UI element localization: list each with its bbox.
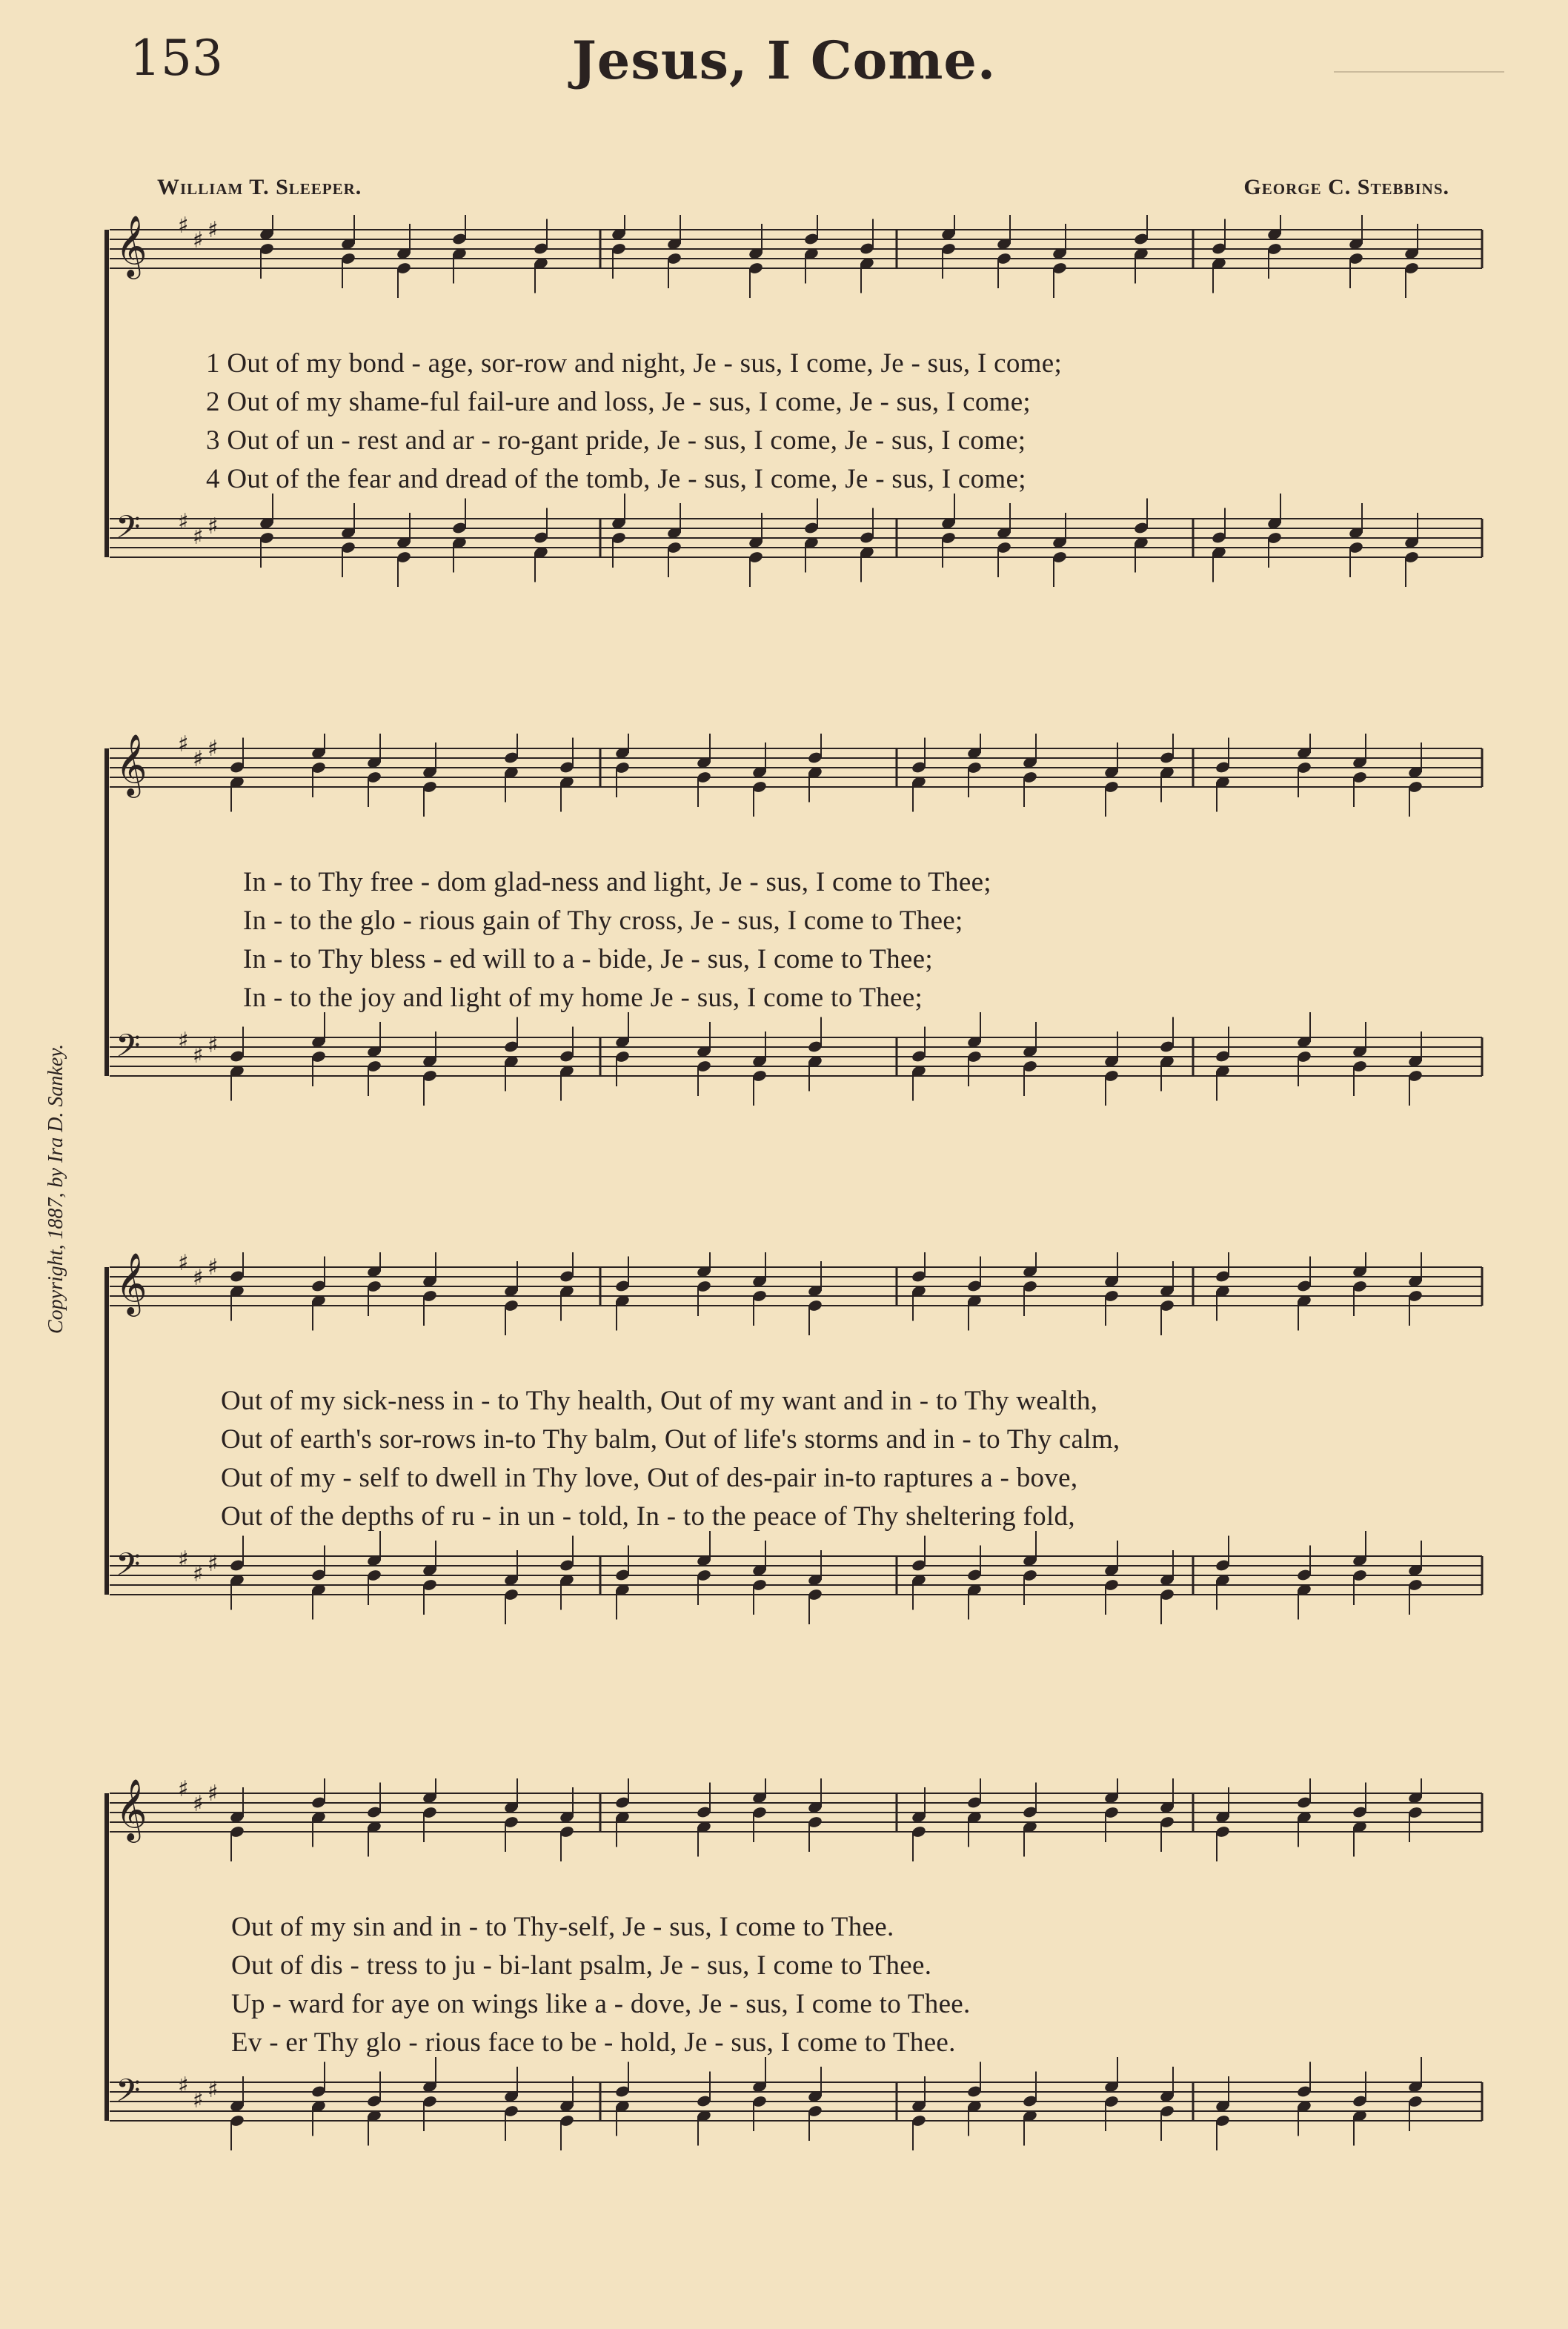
svg-text:𝄞: 𝄞 — [116, 215, 147, 276]
svg-text:♯: ♯ — [178, 734, 189, 757]
svg-text:♯: ♯ — [193, 2087, 204, 2113]
svg-text:𝄞: 𝄞 — [116, 734, 147, 795]
composer-credit: George C. Stebbins. — [1243, 175, 1449, 199]
svg-text:♯: ♯ — [178, 1778, 189, 1802]
lyric-verse-line: Up - ward for aye on wings like a - dove, Je - sus, I come to Thee. — [231, 1989, 971, 2019]
svg-text:♯: ♯ — [178, 215, 189, 239]
lyric-verse-line: Out of earth's sor-rows in-to Thy balm, Out of life's storms and in - to Thy calm, — [221, 1424, 1120, 1455]
svg-text:♯: ♯ — [178, 1028, 189, 1054]
lyric-verse-line: Ev - er Thy glo - rious face to be - hold, Je - sus, I come to Thee. — [231, 2027, 956, 2058]
svg-text:♯: ♯ — [207, 514, 219, 539]
svg-text:♯: ♯ — [178, 2073, 189, 2099]
svg-text:♯: ♯ — [193, 746, 204, 772]
lyric-verse-line: Out of my sick-ness in - to Thy health, Out of my want and in - to Thy wealth, — [221, 1386, 1098, 1416]
lyrics-block — [96, 345, 1489, 499]
lyric-verse-line: Out of the depths of ru - in un - told, In - to the peace of Thy sheltering fold, — [221, 1501, 1075, 1532]
lyric-verse-line: In - to the joy and light of my home Je - sus, I come to Thee; — [243, 983, 923, 1013]
lyrics-block — [96, 863, 1489, 1017]
lyric-verse-line: Out of my - self to dwell in Thy love, Out of des-pair in-to raptures a - bove, — [221, 1463, 1078, 1493]
svg-text:𝄢: 𝄢 — [116, 1028, 141, 1072]
svg-text:♯: ♯ — [207, 1255, 219, 1280]
svg-text:𝄞: 𝄞 — [116, 1252, 147, 1314]
svg-text:𝄞: 𝄞 — [116, 1778, 147, 1840]
lyricist-credit: William T. Sleeper. — [157, 175, 362, 199]
svg-text:♯: ♯ — [178, 1546, 189, 1572]
svg-text:♯: ♯ — [178, 509, 189, 535]
lyric-verse-line: 3 Out of un - rest and ar - ro-gant pride, Je - sus, I come, Je - sus, I come; — [206, 425, 1026, 456]
show-through-mark — [1334, 71, 1504, 73]
svg-text:♯: ♯ — [178, 1252, 189, 1276]
lyric-verse-line: In - to Thy free - dom glad-ness and light, Je - sus, I come to Thee; — [243, 867, 991, 897]
svg-text:♯: ♯ — [193, 227, 204, 253]
svg-text:𝄢: 𝄢 — [116, 2073, 141, 2117]
svg-text:♯: ♯ — [207, 1781, 219, 1807]
svg-text:♯: ♯ — [207, 1032, 219, 1058]
svg-text:♯: ♯ — [207, 217, 219, 243]
svg-text:♯: ♯ — [193, 1561, 204, 1587]
music-system-4 — [96, 1778, 1489, 2193]
lyric-verse-line: In - to Thy bless - ed will to a - bide, Je - sus, I come to Thee; — [243, 944, 933, 974]
lyrics-block — [96, 1382, 1489, 1536]
svg-text:𝄢: 𝄢 — [116, 1546, 141, 1591]
lyric-verse-line: Out of dis - tress to ju - bi-lant psalm, Je - sus, I come to Thee. — [231, 1950, 932, 1981]
svg-text:♯: ♯ — [193, 1791, 204, 1817]
hymn-number: 153 — [130, 30, 223, 87]
svg-text:♯: ♯ — [207, 736, 219, 762]
lyrics-block — [96, 1908, 1489, 2062]
lyric-verse-line: 1 Out of my bond - age, sor-row and night, Je - sus, I come, Je - sus, I come; — [206, 348, 1063, 379]
lyric-verse-line: Out of my sin and in - to Thy-self, Je - sus, I come to Thee. — [231, 1912, 894, 1942]
music-system-3 — [96, 1252, 1489, 1667]
svg-text:𝄢: 𝄢 — [116, 509, 141, 554]
copyright-notice: Copyright, 1887, by Ira D. Sankey. — [44, 1043, 67, 1334]
music-system-2 — [96, 734, 1489, 1149]
lyric-verse-line: 4 Out of the fear and dread of the tomb, Je - sus, I come, Je - sus, I come; — [206, 464, 1026, 494]
svg-text:♯: ♯ — [193, 1043, 204, 1069]
svg-text:♯: ♯ — [193, 1265, 204, 1291]
svg-text:♯: ♯ — [207, 1551, 219, 1577]
lyric-verse-line: 2 Out of my shame-ful fail-ure and loss, Je - sus, I come, Je - sus, I come; — [206, 387, 1032, 417]
hymn-title: Jesus, I Come. — [571, 30, 997, 91]
svg-text:♯: ♯ — [193, 524, 204, 550]
svg-text:♯: ♯ — [207, 2077, 219, 2103]
music-system-1 — [96, 215, 1489, 630]
lyric-verse-line: In - to the glo - rious gain of Thy cross, Je - sus, I come to Thee; — [243, 906, 963, 936]
